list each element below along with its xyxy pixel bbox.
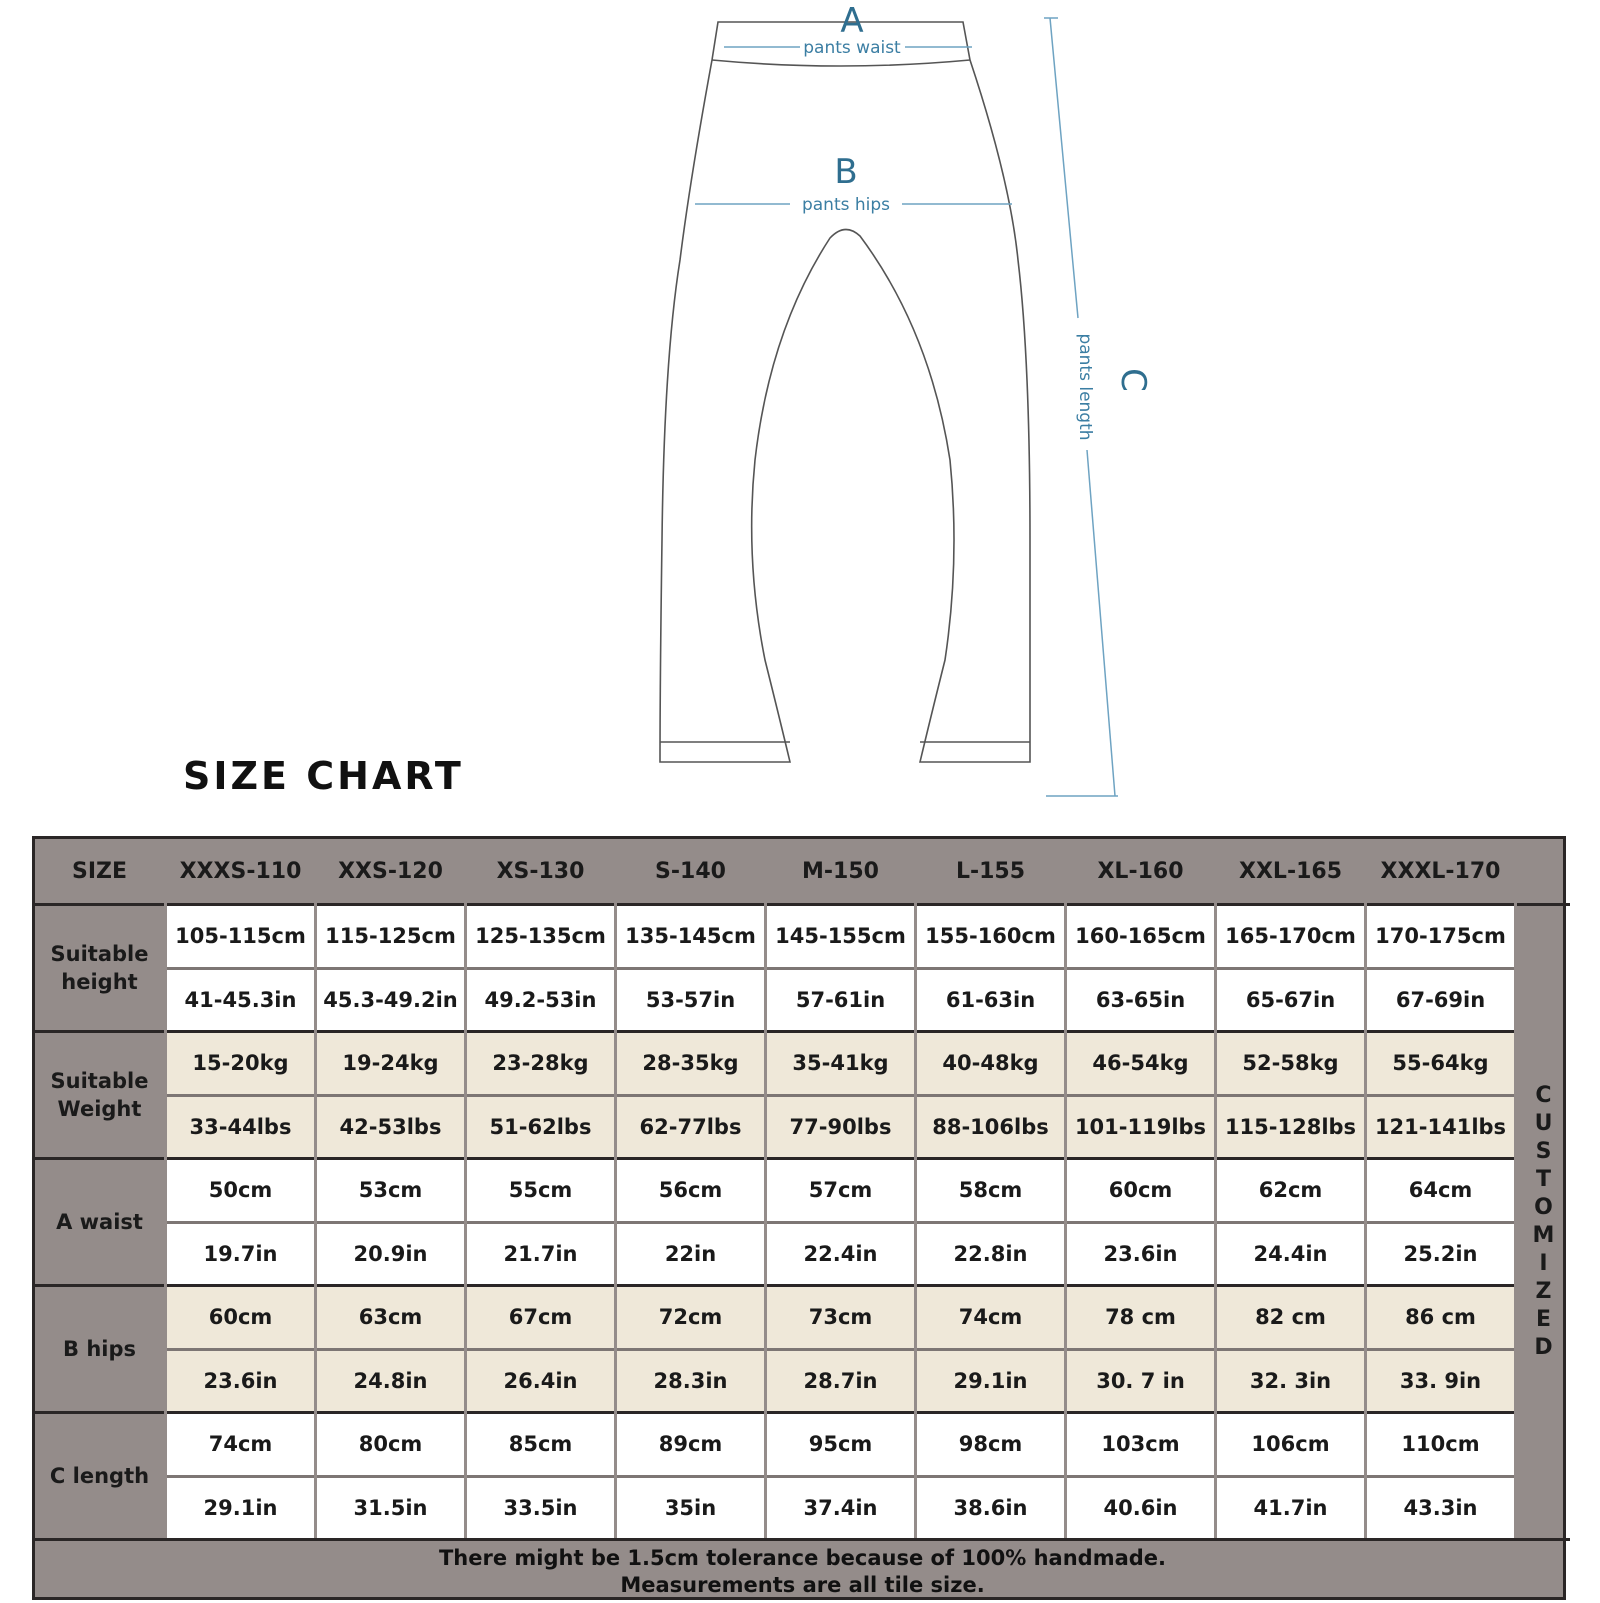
table-cell: 67-69in bbox=[1367, 967, 1514, 1031]
table-cell: 29.1in bbox=[917, 1348, 1064, 1412]
table-cell: 82 cm bbox=[1217, 1284, 1364, 1348]
table-cell: 42-53lbs bbox=[317, 1094, 464, 1158]
table-cell: 21.7in bbox=[467, 1221, 614, 1285]
table-cell: 65-67in bbox=[1217, 967, 1364, 1031]
table-cell: 33-44lbs bbox=[167, 1094, 314, 1158]
waist-letter: A bbox=[840, 1, 864, 41]
size-chart-table bbox=[32, 836, 1566, 1600]
table-cell: 55-64kg bbox=[1367, 1030, 1514, 1094]
table-cell: 155-160cm bbox=[917, 903, 1064, 967]
row-group-label bbox=[35, 903, 164, 1030]
table-cell: 41.7in bbox=[1217, 1475, 1364, 1539]
customized-letter: S bbox=[1535, 1139, 1552, 1164]
table-cell: 31.5in bbox=[317, 1475, 464, 1539]
table-cell: 72cm bbox=[617, 1284, 764, 1348]
table-cell: 165-170cm bbox=[1217, 903, 1364, 967]
table-cell: 60cm bbox=[1067, 1157, 1214, 1221]
row-group-label-line: C length bbox=[49, 1464, 150, 1488]
table-cell: 52-58kg bbox=[1217, 1030, 1364, 1094]
table-cell: 56cm bbox=[617, 1157, 764, 1221]
table-cell: 77-90lbs bbox=[767, 1094, 914, 1158]
row-group-label bbox=[35, 1284, 164, 1411]
customized-letter: D bbox=[1534, 1335, 1553, 1360]
size-column-header: XXS-120 bbox=[338, 858, 443, 884]
table-cell: 62-77lbs bbox=[617, 1094, 764, 1158]
table-cell: 19.7in bbox=[167, 1221, 314, 1285]
table-cell: 33. 9in bbox=[1367, 1348, 1514, 1412]
size-column-header: XS-130 bbox=[496, 858, 585, 884]
customized-letter: I bbox=[1539, 1251, 1548, 1276]
waistband-line bbox=[712, 60, 970, 66]
row-group-label bbox=[35, 1030, 164, 1157]
table-cell: 101-119lbs bbox=[1067, 1094, 1214, 1158]
hips-label: pants hips bbox=[801, 195, 891, 215]
table-cell: 74cm bbox=[167, 1411, 314, 1475]
table-cell: 30. 7 in bbox=[1067, 1348, 1214, 1412]
table-cell: 63-65in bbox=[1067, 967, 1214, 1031]
customized-letter: E bbox=[1535, 1307, 1552, 1332]
table-cell: 125-135cm bbox=[467, 903, 614, 967]
size-column-header: L-155 bbox=[955, 858, 1026, 884]
table-cell: 28.3in bbox=[617, 1348, 764, 1412]
table-cell: 50cm bbox=[167, 1157, 314, 1221]
table-cell: 135-145cm bbox=[617, 903, 764, 967]
row-group-label bbox=[35, 1157, 164, 1284]
row-group-label bbox=[35, 1411, 164, 1538]
customized-letter: O bbox=[1534, 1195, 1553, 1220]
table-cell: 26.4in bbox=[467, 1348, 614, 1412]
row-group-label-line: Suitable bbox=[50, 1069, 149, 1093]
table-cell: 61-63in bbox=[917, 967, 1064, 1031]
table-cell: 110cm bbox=[1367, 1411, 1514, 1475]
table-cell: 28.7in bbox=[767, 1348, 914, 1412]
customized-letter: M bbox=[1532, 1223, 1555, 1248]
table-cell: 51-62lbs bbox=[467, 1094, 614, 1158]
table-cell: 24.8in bbox=[317, 1348, 464, 1412]
table-cell: 64cm bbox=[1367, 1157, 1514, 1221]
table-cell: 46-54kg bbox=[1067, 1030, 1214, 1094]
size-header: SIZE bbox=[71, 858, 127, 884]
table-cell: 145-155cm bbox=[767, 903, 914, 967]
row-group-label-line: A waist bbox=[56, 1210, 143, 1234]
size-column-header: S-140 bbox=[655, 858, 726, 884]
table-cell: 23.6in bbox=[167, 1348, 314, 1412]
table-cell: 88-106lbs bbox=[917, 1094, 1064, 1158]
table-cell: 86 cm bbox=[1367, 1284, 1514, 1348]
table-cell: 22.8in bbox=[917, 1221, 1064, 1285]
table-cell: 38.6in bbox=[917, 1475, 1064, 1539]
table-footer-note bbox=[35, 1538, 1570, 1603]
pants-outline bbox=[660, 22, 1030, 762]
table-cell: 115-125cm bbox=[317, 903, 464, 967]
size-column-header: XXL-165 bbox=[1239, 858, 1342, 884]
size-chart-title: SIZE CHART bbox=[183, 754, 464, 798]
footer-note-line: There might be 1.5cm tolerance because of 100% handmade. bbox=[438, 1546, 1167, 1570]
table-cell: 121-141lbs bbox=[1367, 1094, 1514, 1158]
table-cell: 95cm bbox=[767, 1411, 914, 1475]
length-label: pants length bbox=[1075, 333, 1095, 441]
table-cell: 15-20kg bbox=[167, 1030, 314, 1094]
table-cell: 160-165cm bbox=[1067, 903, 1214, 967]
table-cell: 19-24kg bbox=[317, 1030, 464, 1094]
customized-letter: U bbox=[1534, 1111, 1553, 1136]
table-cell: 89cm bbox=[617, 1411, 764, 1475]
table-cell: 45.3-49.2in bbox=[317, 967, 464, 1031]
table-cell: 63cm bbox=[317, 1284, 464, 1348]
table-cell: 98cm bbox=[917, 1411, 1064, 1475]
table-cell: 20.9in bbox=[317, 1221, 464, 1285]
customized-letter: Z bbox=[1535, 1279, 1552, 1304]
table-cell: 73cm bbox=[767, 1284, 914, 1348]
table-cell: 57-61in bbox=[767, 967, 914, 1031]
footer-note-line: Measurements are all tile size. bbox=[620, 1573, 985, 1597]
customized-letter: T bbox=[1535, 1167, 1551, 1192]
size-grid bbox=[35, 839, 1563, 1603]
table-cell: 40-48kg bbox=[917, 1030, 1064, 1094]
table-cell: 53cm bbox=[317, 1157, 464, 1221]
table-cell: 58cm bbox=[917, 1157, 1064, 1221]
table-cell: 35-41kg bbox=[767, 1030, 914, 1094]
row-group-label-line: Suitable bbox=[50, 942, 149, 966]
table-cell: 103cm bbox=[1067, 1411, 1214, 1475]
length-letter: C bbox=[1113, 368, 1153, 392]
table-cell: 78 cm bbox=[1067, 1284, 1214, 1348]
customized-side-label bbox=[1517, 903, 1570, 1538]
size-column-header: XXXS-110 bbox=[179, 858, 302, 884]
size-column-header: XXXL-170 bbox=[1380, 858, 1501, 884]
table-cell: 33.5in bbox=[467, 1475, 614, 1539]
hips-letter: B bbox=[834, 152, 858, 192]
row-group-label-line: B hips bbox=[63, 1337, 136, 1361]
table-cell: 74cm bbox=[917, 1284, 1064, 1348]
table-cell: 49.2-53in bbox=[467, 967, 614, 1031]
table-cell: 24.4in bbox=[1217, 1221, 1364, 1285]
table-cell: 37.4in bbox=[767, 1475, 914, 1539]
table-cell: 105-115cm bbox=[167, 903, 314, 967]
table-cell: 106cm bbox=[1217, 1411, 1364, 1475]
table-cell: 55cm bbox=[467, 1157, 614, 1221]
customized-letter: C bbox=[1535, 1083, 1552, 1108]
table-cell: 115-128lbs bbox=[1217, 1094, 1364, 1158]
table-cell: 35in bbox=[617, 1475, 764, 1539]
table-cell: 28-35kg bbox=[617, 1030, 764, 1094]
table-cell: 57cm bbox=[767, 1157, 914, 1221]
table-cell: 25.2in bbox=[1367, 1221, 1514, 1285]
table-cell: 23-28kg bbox=[467, 1030, 614, 1094]
table-cell: 43.3in bbox=[1367, 1475, 1514, 1539]
table-cell: 40.6in bbox=[1067, 1475, 1214, 1539]
table-cell: 85cm bbox=[467, 1411, 614, 1475]
table-cell: 29.1in bbox=[167, 1475, 314, 1539]
table-cell: 80cm bbox=[317, 1411, 464, 1475]
table-cell: 22.4in bbox=[767, 1221, 914, 1285]
size-column-header: M-150 bbox=[802, 858, 879, 884]
row-group-label-line: height bbox=[61, 970, 138, 994]
table-cell: 170-175cm bbox=[1367, 903, 1514, 967]
table-cell: 62cm bbox=[1217, 1157, 1364, 1221]
waist-label: pants waist bbox=[803, 38, 901, 58]
table-cell: 67cm bbox=[467, 1284, 614, 1348]
table-cell: 32. 3in bbox=[1217, 1348, 1364, 1412]
row-group-label-line: Weight bbox=[57, 1097, 142, 1121]
table-cell: 53-57in bbox=[617, 967, 764, 1031]
table-cell: 22in bbox=[617, 1221, 764, 1285]
table-cell: 23.6in bbox=[1067, 1221, 1214, 1285]
table-cell: 60cm bbox=[167, 1284, 314, 1348]
table-cell: 41-45.3in bbox=[167, 967, 314, 1031]
size-column-header: XL-160 bbox=[1097, 858, 1184, 884]
